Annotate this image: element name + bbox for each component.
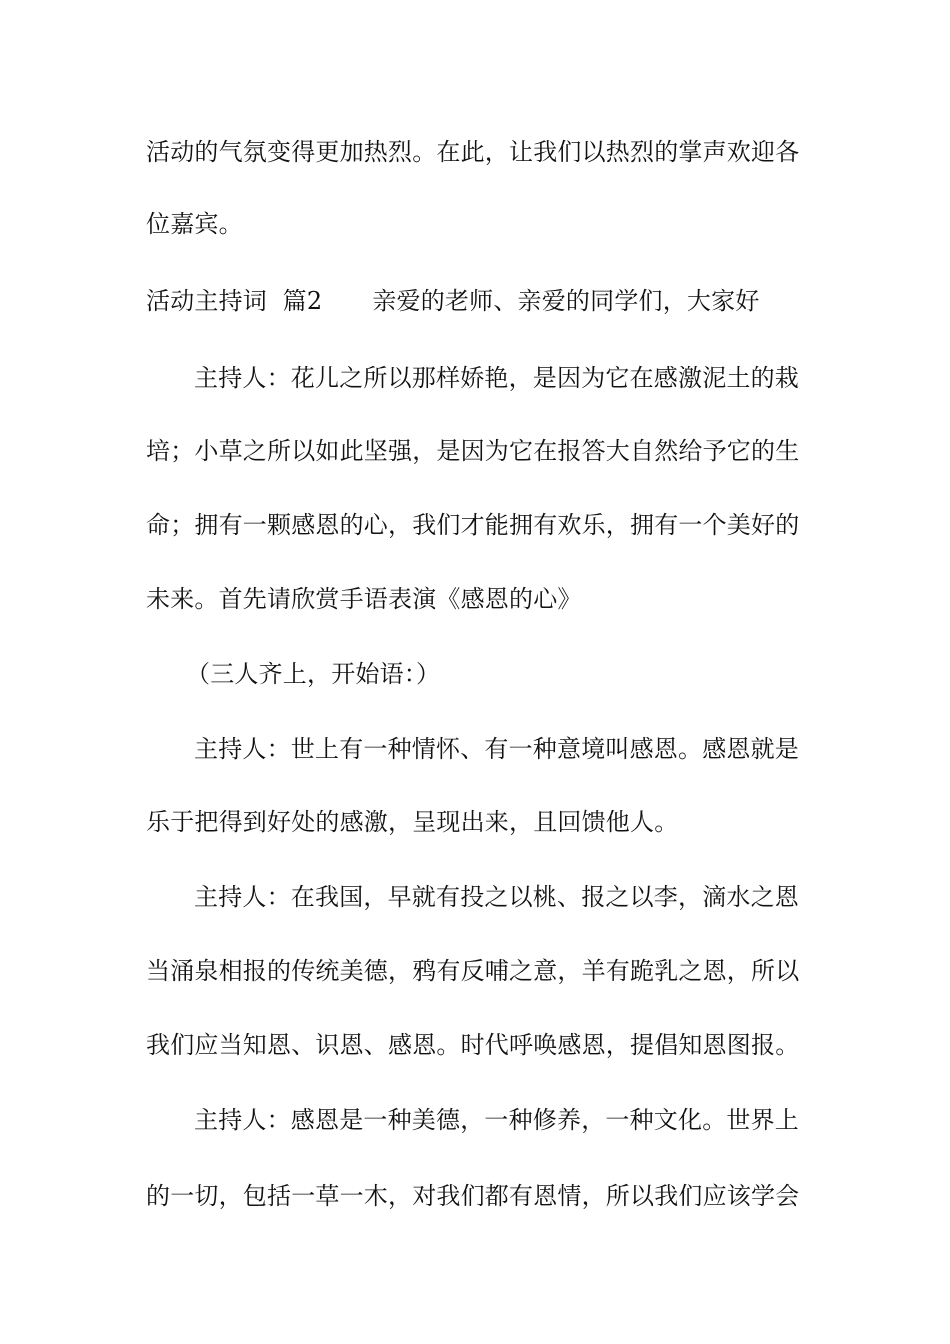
paragraph-line: 主持人：感恩是一种美德，一种修养，一种文化。世界上 (194, 1106, 799, 1134)
paragraph-line: 活动的气氛变得更加热烈。在此，让我们以热烈的掌声欢迎各 (146, 138, 800, 166)
greeting-text: 亲爱的老师、亲爱的同学们，大家好 (372, 287, 760, 315)
stage-direction: （三人齐上，开始语：） (186, 660, 441, 688)
paragraph-line: 乐于把得到好处的感激，呈现出来，且回馈他人。 (146, 808, 679, 836)
paragraph-line: 当涌泉相报的传统美德，鸦有反哺之意，羊有跪乳之恩，所以 (146, 957, 800, 985)
paragraph-line: 主持人：世上有一种情怀、有一种意境叫感恩。感恩就是 (194, 735, 799, 763)
paragraph-line: 的一切，包括一草一木，对我们都有恩情，所以我们应该学会 (146, 1182, 800, 1210)
paragraph-line: 主持人：花儿之所以那样娇艳，是因为它在感激泥土的栽 (194, 364, 799, 392)
section-heading (146, 285, 826, 317)
paragraph-line: 我们应当知恩、识恩、感恩。时代呼唤感恩，提倡知恩图报。 (146, 1031, 800, 1059)
paragraph-line: 培；小草之所以如此坚强，是因为它在报答大自然给予它的生 (146, 437, 800, 465)
section-title: 活动主持词 篇2 (146, 287, 323, 315)
paragraph-line: 命；拥有一颗感恩的心，我们才能拥有欢乐，拥有一个美好的 (146, 511, 800, 539)
paragraph-line: 主持人：在我国，早就有投之以桃、报之以李，滴水之恩 (194, 883, 799, 911)
paragraph-line: 位嘉宾。 (146, 210, 243, 238)
paragraph-line: 未来。首先请欣赏手语表演《感恩的心》 (146, 585, 582, 613)
